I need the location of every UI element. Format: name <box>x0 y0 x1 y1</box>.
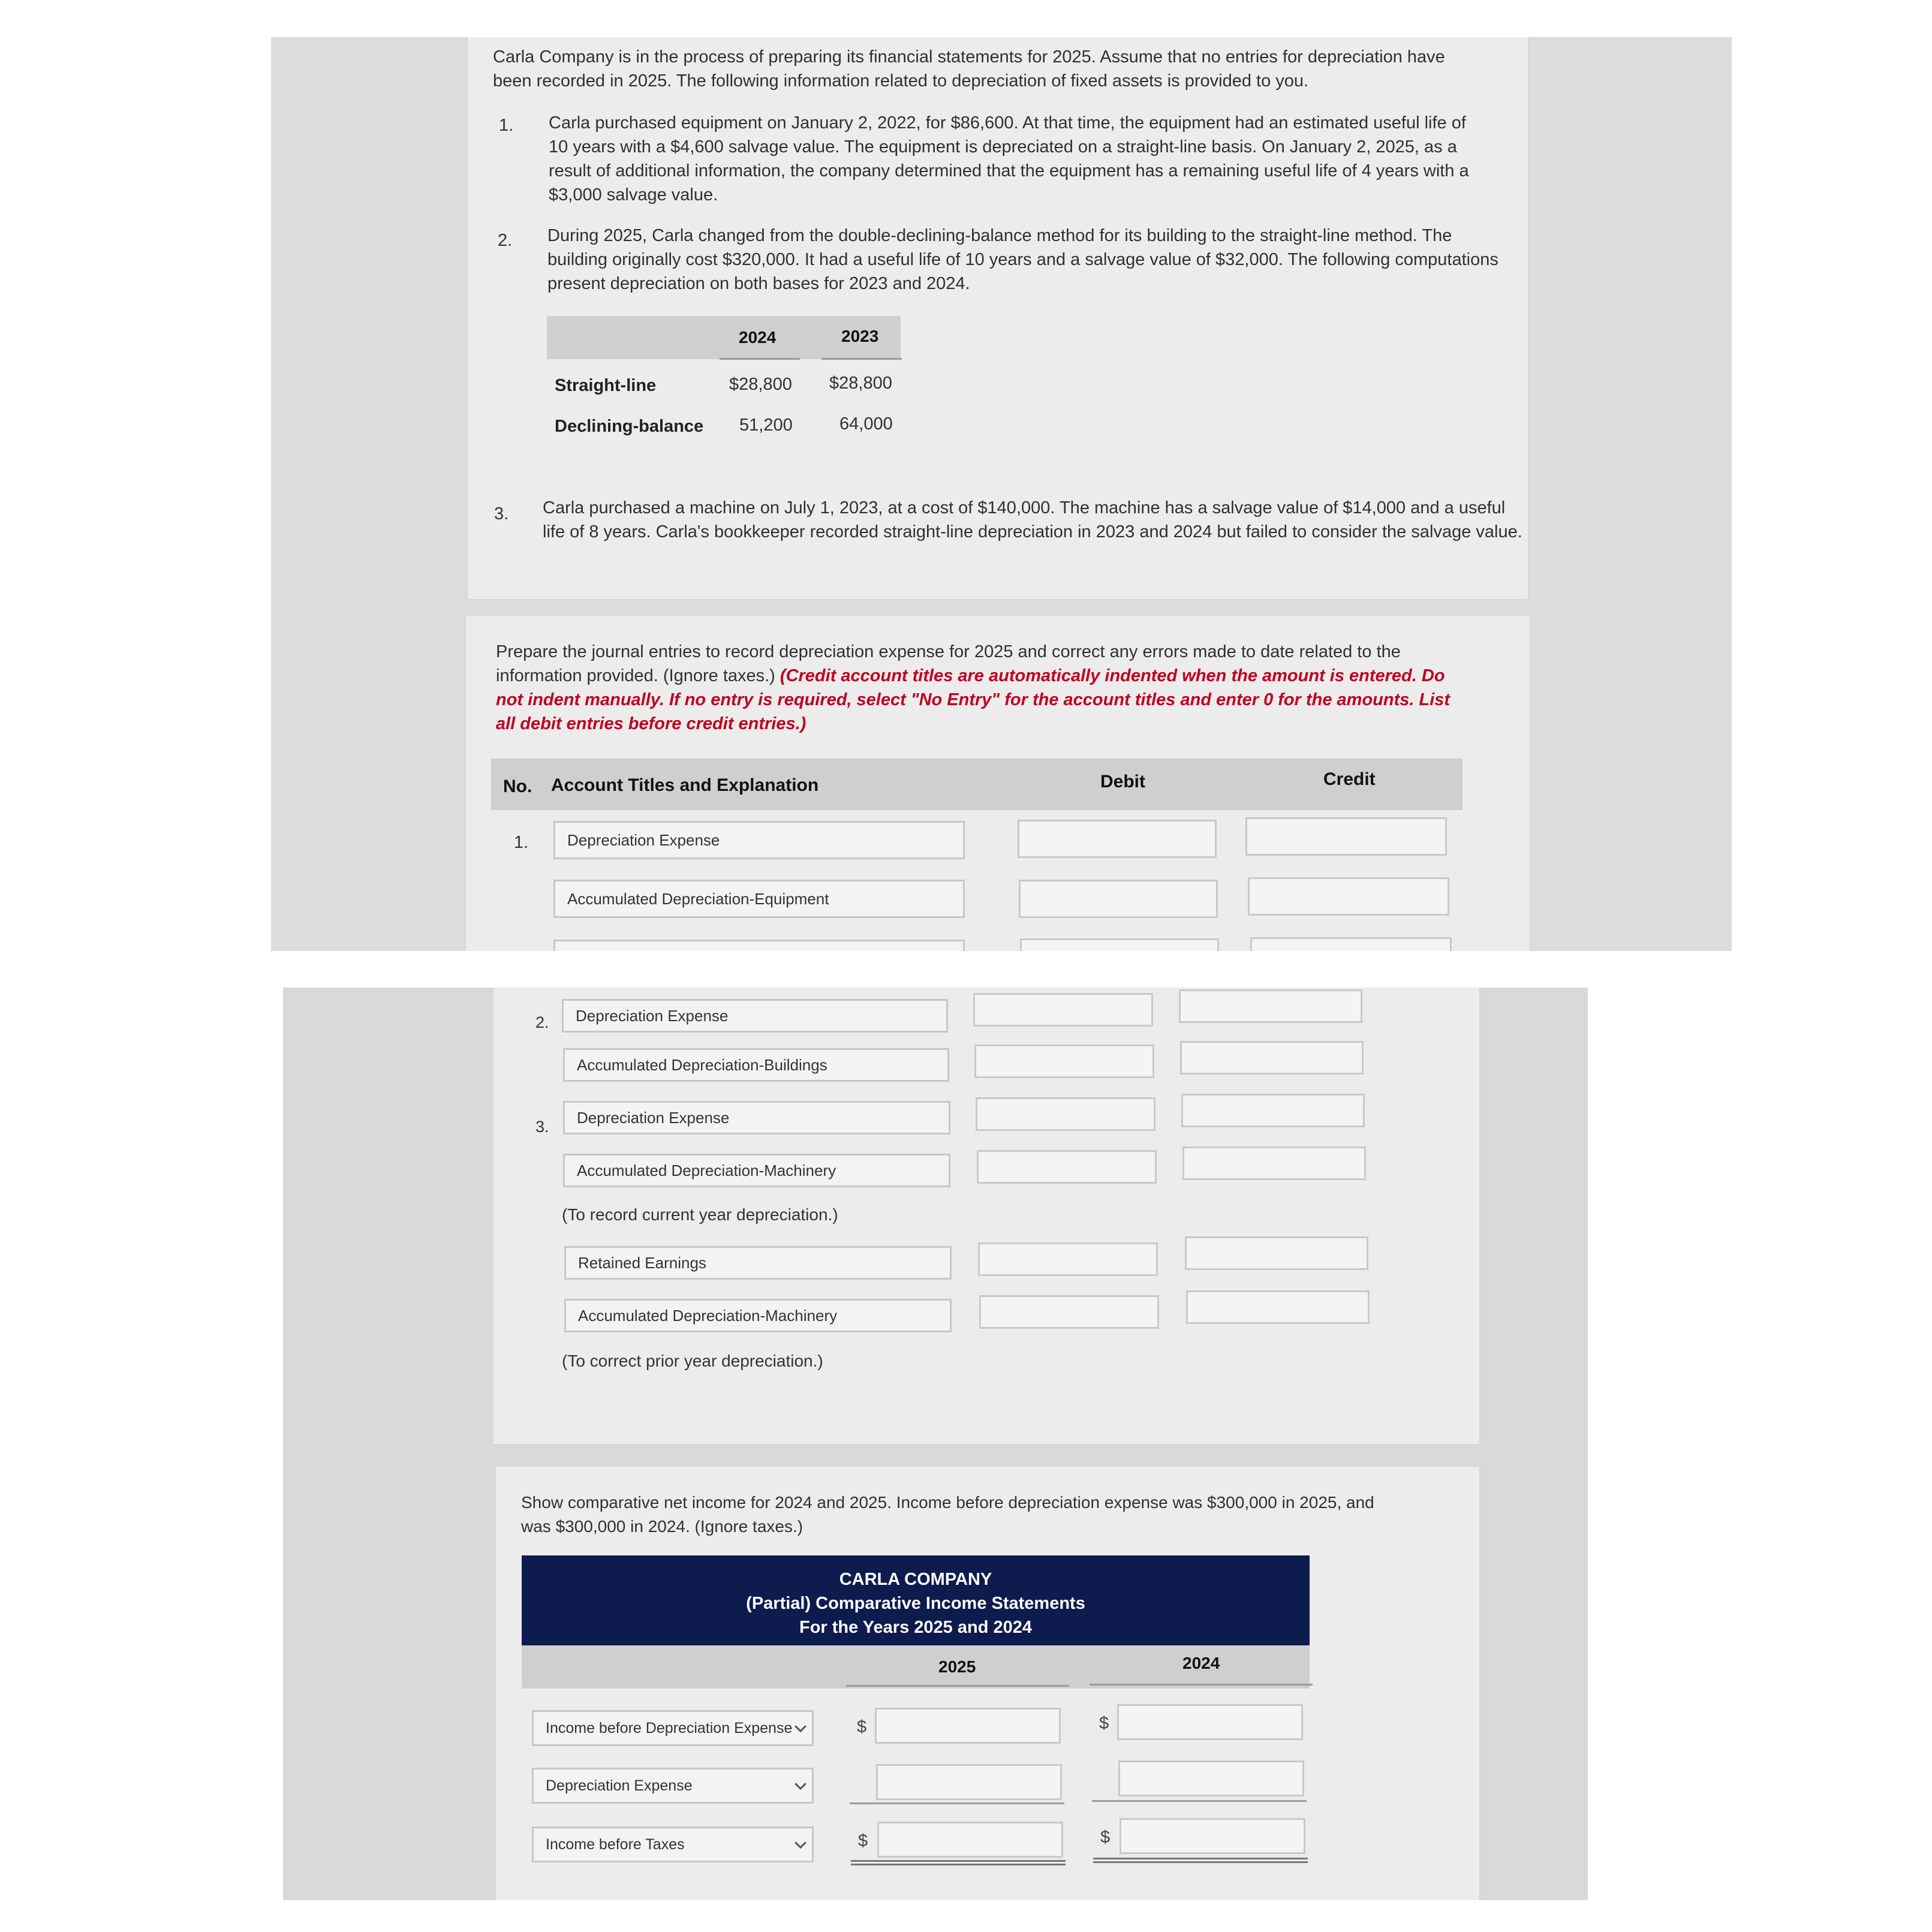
screenshot-bottom <box>283 988 1588 1900</box>
entry-2-credit-2[interactable] <box>1180 1041 1364 1075</box>
income-row-1-select[interactable] <box>532 1710 814 1746</box>
income-statement-title: (Partial) Comparative Income Statements <box>746 1594 1085 1613</box>
entry-3-number: 3. <box>535 1118 549 1136</box>
income-row-1-2025-input[interactable] <box>875 1708 1061 1744</box>
dep-row-straight-line-label: Straight-line <box>555 376 657 395</box>
income-statement-banner <box>522 1555 1310 1645</box>
dep-row-straight-line-2023: $28,800 <box>829 374 892 393</box>
entry-3-debit-2[interactable] <box>977 1150 1157 1184</box>
entry-2-account-2[interactable]: Accumulated Depreciation-Buildings <box>563 1048 949 1082</box>
income-row-2-select[interactable] <box>532 1768 814 1804</box>
entry-1-debit-2[interactable] <box>1019 880 1218 918</box>
income-row-3-label: Income before Taxes <box>546 1835 685 1853</box>
journal-col-credit: Credit <box>1323 769 1376 789</box>
entry-3-account-4[interactable]: Accumulated Depreciation-Machinery <box>564 1299 952 1332</box>
income-row-1-2024-input[interactable] <box>1117 1704 1303 1740</box>
item-1-number: 1. <box>499 116 514 135</box>
income-row-3-2025-currency: $ <box>858 1831 868 1850</box>
income-card <box>494 1465 1481 1900</box>
entry-2-number: 2. <box>535 1013 549 1031</box>
income-row-2-2024-rule <box>1092 1800 1307 1802</box>
journal-card <box>464 614 1531 951</box>
item-3-text: Carla purchased a machine on July 1, 2023, at a cost of $140,000. The machine has a salvage value of $14,000 and a useful life of 8 years. Carla's bookkeeper recorded straight-line depreciation in 2023 and 2024 but failed to consider the salvage value. <box>543 498 1522 541</box>
entry-2-credit-1[interactable] <box>1179 989 1362 1023</box>
item-2-text: During 2025, Carla changed from the double-declining-balance method for its building to the straight-line method. The building originally cost $320,000. It had a useful life of 10 years and a salvage value of $32,000. The following computations present depreciation on both bases for 2023 and 2024. <box>547 226 1498 293</box>
income-instruction: Show comparative net income for 2024 and 2025. Income before depreciation expense was $300,000 in 2025, and was $300,000 in 2024. (Ignore taxes.) <box>521 1493 1374 1536</box>
dep-table-col-2023: 2023 <box>841 327 879 345</box>
entry-3-debit-1[interactable] <box>976 1097 1155 1131</box>
screenshot-top <box>271 37 1732 951</box>
entry-2-debit-2[interactable] <box>974 1045 1154 1078</box>
dep-row-declining-2024: 51,200 <box>739 416 793 435</box>
journal-instruction-warning: (Credit account titles are automatically indented when the amount is entered. Do not indent manually. If no entry is required, select "No Entry" for the account titles and enter 0 for the amounts. List all debit entries before credit entries.) <box>496 666 1450 733</box>
entry-3-credit-3[interactable] <box>1185 1236 1368 1270</box>
chevron-down-icon <box>795 1778 806 1790</box>
income-row-3-2024-input[interactable] <box>1120 1818 1305 1854</box>
journal-col-account: Account Titles and Explanation <box>551 775 819 795</box>
entry-1-number: 1. <box>514 833 529 852</box>
income-col-2024-rule <box>1090 1684 1313 1686</box>
dep-row-declining-2023: 64,000 <box>839 414 893 434</box>
dep-row-declining-label: Declining-balance <box>555 417 704 436</box>
journal-card-continued <box>492 988 1481 1446</box>
income-col-2025-rule <box>846 1685 1069 1687</box>
income-row-3-2024-currency: $ <box>1100 1828 1111 1847</box>
entry-2-debit-1[interactable] <box>973 993 1153 1027</box>
dep-table-col-2024-rule <box>720 358 800 360</box>
income-row-2-2025-rule <box>850 1802 1064 1804</box>
journal-col-no: No. <box>503 777 532 796</box>
dep-table-col-2023-rule <box>821 358 902 360</box>
entry-3-account-2[interactable]: Accumulated Depreciation-Machinery <box>563 1154 950 1187</box>
income-row-3-2025-input[interactable] <box>877 1822 1063 1858</box>
income-col-2024: 2024 <box>1182 1654 1220 1672</box>
entry-2-account-1[interactable]: Depreciation Expense <box>562 999 948 1033</box>
item-3-number: 3. <box>494 504 509 523</box>
income-company-name: CARLA COMPANY <box>839 1570 992 1589</box>
chevron-down-icon <box>795 1720 806 1732</box>
item-2-number: 2. <box>498 231 513 250</box>
entry-1-account-3-cut[interactable] <box>553 940 965 951</box>
entry-1-credit-1[interactable] <box>1245 817 1447 856</box>
problem-intro: Carla Company is in the process of preparing its financial statements for 2025. Assume that no entries for depreciation have been recorded in 2025. The following information related to depreciation of fixed assets is provided to you. <box>493 47 1445 91</box>
entry-1-account-1[interactable]: Depreciation Expense <box>553 821 965 859</box>
entry-3-debit-3[interactable] <box>978 1242 1158 1276</box>
entry-3-credit-1[interactable] <box>1181 1094 1365 1127</box>
entry-3-credit-4[interactable] <box>1186 1290 1370 1324</box>
entry-3-debit-4[interactable] <box>979 1295 1159 1329</box>
journal-col-debit: Debit <box>1100 772 1145 792</box>
entry-1-debit-3-cut[interactable] <box>1020 938 1219 951</box>
income-statement-period: For the Years 2025 and 2024 <box>799 1618 1032 1637</box>
income-row-1-label: Income before Depreciation Expense <box>546 1719 793 1737</box>
income-col-2025: 2025 <box>938 1657 976 1676</box>
income-row-2-2025-input[interactable] <box>876 1764 1062 1800</box>
entry-1-credit-2[interactable] <box>1248 877 1449 916</box>
income-row-3-select[interactable] <box>532 1826 814 1862</box>
item-1-text: Carla purchased equipment on January 2, 2022, for $86,600. At that time, the equipment had an estimated useful life of 10 years with a $4,600 salvage value. The equipment is depreciated on a straight-line basis. On January 2, 2025, as a result of additional information, the company determined that the equipment has a remaining useful life of 4 years with a $3,000 salvage value. <box>549 113 1469 204</box>
entry-3-note-prior: (To correct prior year depreciation.) <box>562 1352 823 1370</box>
entry-1-credit-3-cut[interactable] <box>1250 937 1452 951</box>
entry-3-account-1[interactable]: Depreciation Expense <box>563 1101 950 1134</box>
entry-1-debit-1[interactable] <box>1018 820 1217 858</box>
income-row-3-2025-double-rule <box>851 1860 1066 1865</box>
income-row-1-2025-currency: $ <box>857 1717 867 1737</box>
income-row-1-2024-currency: $ <box>1099 1714 1109 1733</box>
dep-table-col-2024: 2024 <box>739 328 777 347</box>
income-row-2-2024-input[interactable] <box>1118 1761 1304 1796</box>
entry-1-account-2[interactable]: Accumulated Depreciation-Equipment <box>553 880 965 918</box>
entry-3-credit-2[interactable] <box>1182 1146 1366 1180</box>
dep-row-straight-line-2024: $28,800 <box>729 375 792 394</box>
journal-instruction <box>496 640 1467 736</box>
entry-3-account-3[interactable]: Retained Earnings <box>564 1246 952 1280</box>
problem-card <box>466 37 1530 601</box>
entry-3-note-current: (To record current year depreciation.) <box>562 1205 838 1224</box>
income-row-3-2024-double-rule <box>1093 1858 1308 1863</box>
journal-instruction-text: Prepare the journal entries to record depreciation expense for 2025 and correct any errors made to date related to the information provided. (Ignore taxes.) <box>496 642 1401 685</box>
chevron-down-icon <box>795 1837 806 1849</box>
income-row-2-label: Depreciation Expense <box>546 1777 693 1794</box>
